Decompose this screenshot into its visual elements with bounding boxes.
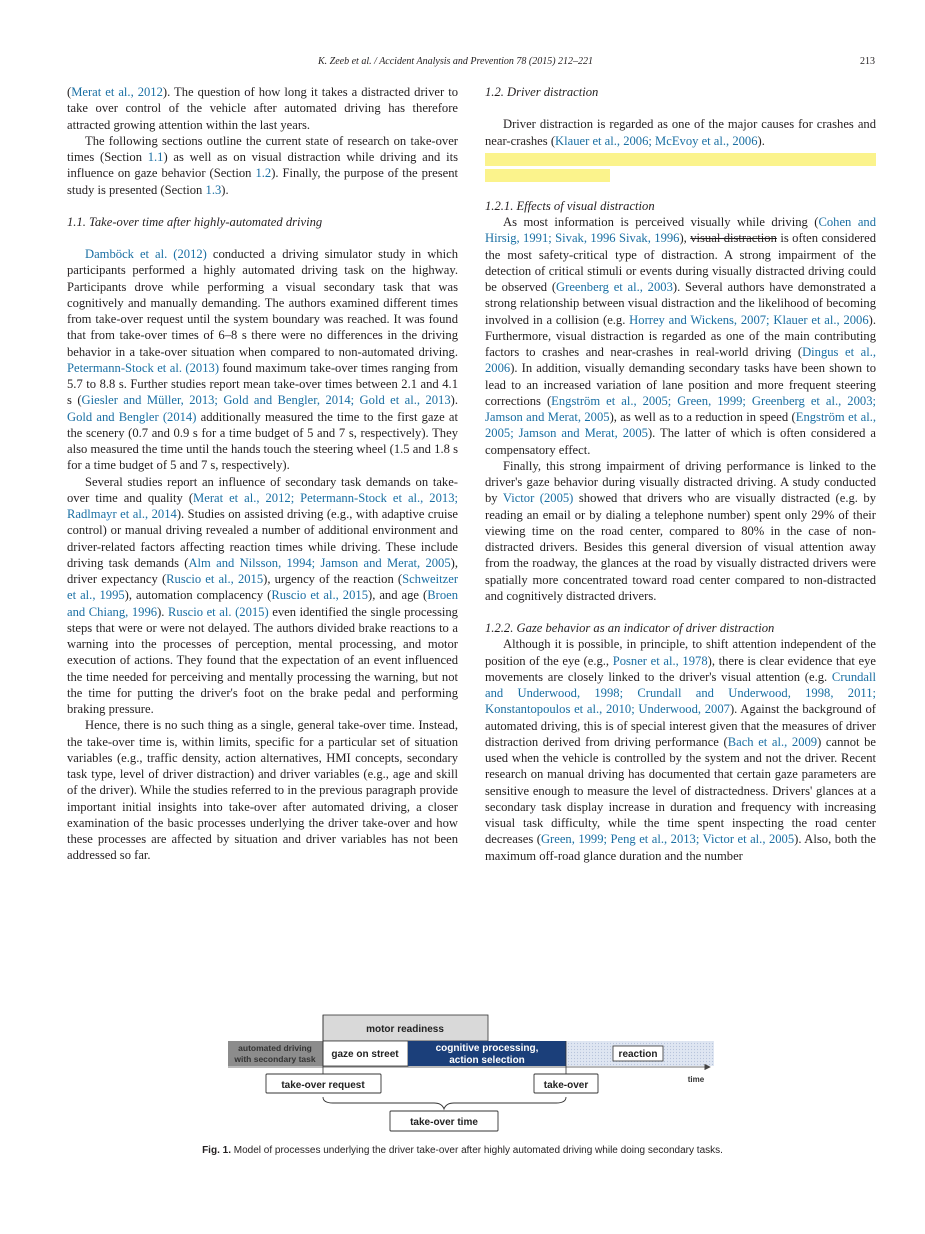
citation-link[interactable]: Ruscio et al. (2015) bbox=[168, 604, 269, 619]
caption-text: Model of processes underlying the driver take-over after highly automated driving while doing secondary tasks. bbox=[230, 1145, 723, 1156]
motor-readiness-label: motor readiness bbox=[366, 1024, 444, 1035]
paragraph: Driver distraction is regarded as one of the major causes for crashes and near-crashes (Klauer et al., 2006; McEvoy et al., 2006). bbox=[485, 117, 876, 148]
time-axis-label: time bbox=[687, 1075, 705, 1084]
paragraph: Damböck et al. (2012) conducted a driving simulator study in which participants performed a highly automated driving task on the highway. Participants drove while performing a visual secondary task that was cognitively and manually demanding. The authors examined different times from take-over request until the system boundary was reached. It was found that from take-over times of 6–8 s there were no differences in the driving behavior in a take-over situation when compared to non-automated driving. Petermann-Stock et al. (2013) found maximum take-over times ranging from 5.7 to 8.8 s. Further studies report mean take-over times between 2.1 and 4.1 s (Giesler and Müller, 2013; Gold and Bengler, 2014; Gold et al., 2013). Gold and Bengler (2014) additionally measured the time to the first gaze at the scenery (0.7 and 0.9 s for a time budget of 5 and 7 s, respectively). They also measured the time until the hands touch the steering wheel (1.5 and 1.8 s for a time budget of 5 and 7 s, respectively). bbox=[67, 247, 458, 473]
take-over-time-brace bbox=[323, 1097, 566, 1109]
citation-link[interactable]: Ruscio et al., 2015 bbox=[271, 588, 368, 603]
citation-link[interactable]: Klauer et al., 2006; McEvoy et al., 2006 bbox=[555, 133, 758, 148]
section-link[interactable]: 1.3 bbox=[205, 182, 222, 197]
section-heading: 1.2. Driver distraction bbox=[485, 85, 599, 99]
automated-driving-label: with secondary task bbox=[234, 1054, 316, 1064]
citation-link[interactable]: Petermann-Stock et al. (2013) bbox=[67, 360, 220, 375]
citation-link[interactable]: Bach et al., 2009 bbox=[727, 734, 818, 749]
strikethrough-annotation[interactable]: visual distraction bbox=[690, 231, 777, 246]
paragraph: Several studies report an influence of secondary task demands on take-over time and quality (Merat et al., 2012; Petermann-Stock et al., 2013; Radlmayr et al., 2014). Studies on assisted driving (e.g., with adaptive cruise control) or manual driving revealed a number of additional environment and driver-related factors affecting reaction times while driving. These include driving task demands (Alm and Nilsson, 1994; Jamson and Merat, 2005), driver expectancy (Ruscio et al., 2015), urgency of the reaction (Schweitzer et al., 1995), automation complacency (Ruscio et al., 2015), and age (Broen and Chiang, 1996). Ruscio et al. (2015) even identified the single processing steps that were or were not delayed. The authors divided brake reactions to a warning into the processes of perception, mental processing, and motor execution of actions. They found that the expectation of an event influenced the time needed for perceiving and mentally processing the warning, but not the time for putting the driver's foot on the brake pedal and performing braking pressure. bbox=[67, 474, 459, 716]
citation-link[interactable]: Engström et al., 2005; Jamson and Merat, 2005 bbox=[485, 410, 876, 441]
citation-link[interactable]: Victor (2005) bbox=[502, 491, 574, 506]
subsection-heading: 1.2.2. Gaze behavior as an indicator of driver distraction bbox=[485, 621, 775, 635]
paragraph: The following sections outline the current state of research on take-over times (Section 1.1) as well as on visual distraction while driving and its influence on gaze behavior (Section 1.2). Finally, the purpose of the present study is presented (Section 1.3). bbox=[67, 133, 458, 197]
running-header bbox=[0, 56, 925, 70]
citation-link[interactable]: Schweitzer et al., 1995 bbox=[67, 572, 459, 603]
section-heading: 1.1. Take-over time after highly-automated driving bbox=[67, 214, 323, 229]
take-over-label: take-over bbox=[543, 1080, 589, 1091]
citation-link[interactable]: Damböck et al. (2012) bbox=[85, 247, 207, 261]
automated-driving-label: automated driving bbox=[238, 1043, 312, 1053]
section-link[interactable]: 1.2 bbox=[255, 166, 272, 181]
paragraph: Hence, there is no such thing as a single, general take-over time. Instead, the take-over time is, within limits, specific for a particular set of situation variables (e.g., traffic density, action alternatives, HMI concepts, secondary task type, level of driver distraction) and driver variables (e.g., age and skill of the driver). While the studies referred to in the previous paragraph provide important initial insights into take-over after automated driving, a closer examination of the basic processes underlying the driver take-over and how these processes are affected by situation and driver variables has not been addressed so far. bbox=[67, 718, 458, 863]
figure-process-model bbox=[228, 1012, 718, 1137]
reaction-label: reaction bbox=[618, 1049, 658, 1060]
process-diagram bbox=[228, 1012, 718, 1137]
figure-caption bbox=[0, 1145, 925, 1156]
citation-link[interactable]: Cohen and Hirsig, 1991; Sivak, 1996 Sivak, 1996 bbox=[485, 215, 877, 246]
paragraph: As most information is perceived visually while driving (Cohen and Hirsig, 1991; Sivak, 1996 Sivak, 1996), visual distraction is often considered the most safety-critical type of distraction. A strong impairment of the detection of critical stimuli or events during visually distracted driving could be observed (Greenberg et al., 2003). Several authors have demonstrated a strong relationship between visual distraction and the likelihood of becoming involved in a collision (e.g. Horrey and Wickens, 2007; Klauer et al., 2006). Furthermore, visual distraction is regarded as one of the main contributing factors to crashes and near-crashes in real-world driving (Dingus et al., 2006). In addition, visually demanding secondary tasks have been shown to lead to an increased variation of lane position and more frequent steering corrections (Engström et al., 2005; Green, 1999; Greenberg et al., 2003; Jamson and Merat, 2005), as well as to a reduction in speed (Engström et al., 2005; Jamson and Merat, 2005). The latter of which is often considered a compensatory effect. bbox=[485, 215, 877, 457]
citation-link[interactable]: Alm and Nilsson, 1994; Jamson and Merat, 2005 bbox=[188, 555, 451, 570]
citation-link[interactable]: Gold and Bengler (2014) bbox=[67, 409, 197, 424]
citation-link[interactable]: Crundall and Underwood, 1998; Crundall and Underwood, 1998, 2011; Konstantopoulos et al., 2010; Underwood, 2007 bbox=[485, 669, 876, 717]
citation-link[interactable]: Dingus et al., 2006 bbox=[485, 345, 876, 376]
citation-link[interactable]: Posner et al., 1978 bbox=[612, 653, 708, 668]
highlight-annotation[interactable] bbox=[485, 153, 876, 166]
citation-link[interactable]: Engström et al., 2005; Green, 1999; Greenberg et al., 2003; Jamson and Merat, 2005 bbox=[485, 393, 876, 424]
cognitive-processing-label: action selection bbox=[449, 1055, 525, 1066]
citation-link[interactable]: Greenberg et al., 2003 bbox=[556, 280, 673, 294]
citation-link[interactable]: Merat et al., 2012 bbox=[71, 85, 163, 99]
take-over-request-label: take-over request bbox=[281, 1080, 365, 1091]
citation-link[interactable]: Green, 1999; Peng et al., 2013; Victor et al., 2005 bbox=[540, 832, 795, 847]
citation-link[interactable]: Horrey and Wickens, 2007; Klauer et al., 2006 bbox=[629, 312, 869, 327]
citation-link[interactable]: Merat et al., 2012; Petermann-Stock et al., 2013; Radlmayr et al., 2014 bbox=[67, 490, 458, 521]
left-column bbox=[67, 84, 458, 864]
page-number: 213 bbox=[860, 56, 875, 67]
paragraph: (Merat et al., 2012). The question of how long it takes a distracted driver to take over control of the vehicle after automated driving has therefore attracted growing attention within the last years. bbox=[67, 85, 458, 132]
section-link[interactable]: 1.1 bbox=[147, 150, 164, 164]
subsection-heading: 1.2.1. Effects of visual distraction bbox=[485, 198, 655, 213]
paragraph: Although it is possible, in principle, to shift attention independent of the position of the eye (e.g., Posner et al., 1978), there is clear evidence that eye movements are closely linked to the driver's visual attention (e.g. Crundall and Underwood, 1998; Crundall and Underwood, 1998, 2011; Konstantopoulos et al., 2010; Underwood, 2007). Against the background of automated driving, this is of special interest given that the measures of driver distraction derived from driving performance (Bach et al., 2009) cannot be used when the vehicle is controlled by the system and not the driver. Recent research on manual driving has documented that certain gaze parameters are sensitive enough to measure the level of distractedness. Drivers' glances at a secondary task display increase in duration and frequency with increasing visual task difficulty, while the time spent inspecting the road center decreases (Green, 1999; Peng et al., 2013; Victor et al., 2005). Also, both the maximum off-road glance duration and the number bbox=[485, 637, 877, 863]
citation-link[interactable]: Broen and Chiang, 1996 bbox=[67, 588, 458, 619]
running-title: K. Zeeb et al. / Accident Analysis and Prevention 78 (2015) 212–221 bbox=[318, 56, 594, 67]
right-column bbox=[485, 84, 876, 864]
paragraph: Finally, this strong impairment of driving performance is linked to the driver's gaze behavior during visually distracted driving. A study conducted by Victor (2005) showed that drivers who are visually distracted (e.g. by reading an email or by dialing a telephone number) spent only 29% of their viewing time on the road center, compared to 80% in the case of non-distracted drivers. Besides this general diversion of visual attention away from the roadway, the glances at the road by visually distracted drivers were spatially more concentrated toward road center compared to non-distracted and cognitively distracted drivers. bbox=[485, 458, 877, 603]
citation-link[interactable]: Ruscio et al., 2015 bbox=[166, 572, 264, 586]
take-over-time-label: take-over time bbox=[410, 1117, 478, 1128]
gaze-on-street-label: gaze on street bbox=[331, 1049, 399, 1060]
citation-link[interactable]: Giesler and Müller, 2013; Gold and Bengler, 2014; Gold et al., 2013 bbox=[81, 393, 451, 408]
highlight-annotation[interactable] bbox=[485, 169, 610, 182]
caption-label: Fig. 1. bbox=[202, 1145, 231, 1156]
cognitive-processing-label: cognitive processing, bbox=[435, 1043, 539, 1054]
